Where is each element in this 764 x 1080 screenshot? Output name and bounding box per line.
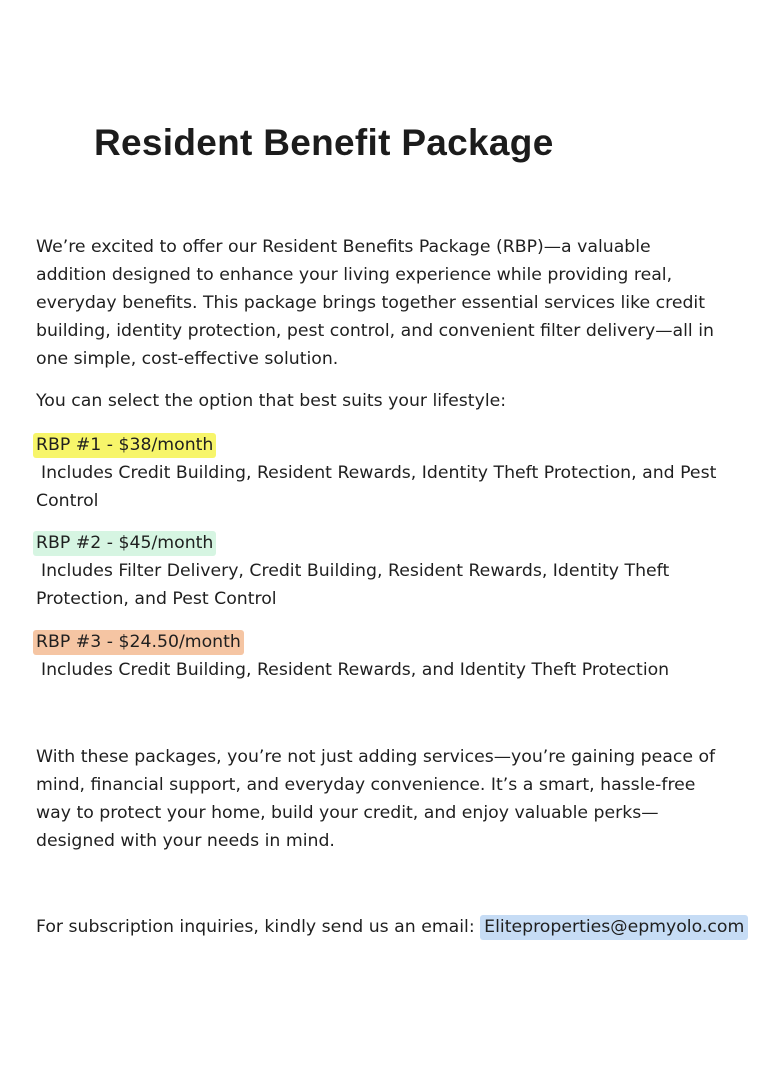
intro-paragraph: We’re excited to offer our Resident Benefits Package (RBP)—a valuable addition designed to enhance your living experience while providing real, everyday benefits. This package brings together essential services like credit building, identity protection, pest control, and convenient filter delivery—all in one simple, cost-effective solution. [36,237,714,369]
page-title: Resident Benefit Package [94,122,554,163]
contact-email-link[interactable]: Eliteproperties@epmyolo.com [480,915,748,940]
plan-option-3 [36,628,726,684]
plan-option-2 [36,529,726,613]
plan-description: Includes Filter Delivery, Credit Building, Resident Rewards, Identity Theft Protection, and Pest Control [36,561,670,609]
options-prompt: You can select the option that best suits your lifestyle: [36,391,507,411]
plan-description: Includes Credit Building, Resident Rewards, and Identity Theft Protection [41,660,670,680]
contact-text: For subscription inquiries, kindly send us an email: [36,917,481,937]
closing-paragraph: With these packages, you’re not just adding services—you’re gaining peace of mind, financial support, and everyday convenience. It’s a smart, hassle-free way to protect your home, build your credit, and enjoy valuable perks—designed with your needs in mind. [36,747,716,851]
plan-label: RBP #3 - $24.50/month [33,630,244,655]
plan-description: Includes Credit Building, Resident Rewards, Identity Theft Protection, and Pest Control [36,463,717,511]
plan-option-1 [36,431,726,515]
plan-label: RBP #2 - $45/month [33,531,216,556]
contact-line [36,913,745,941]
plan-label: RBP #1 - $38/month [33,433,216,458]
